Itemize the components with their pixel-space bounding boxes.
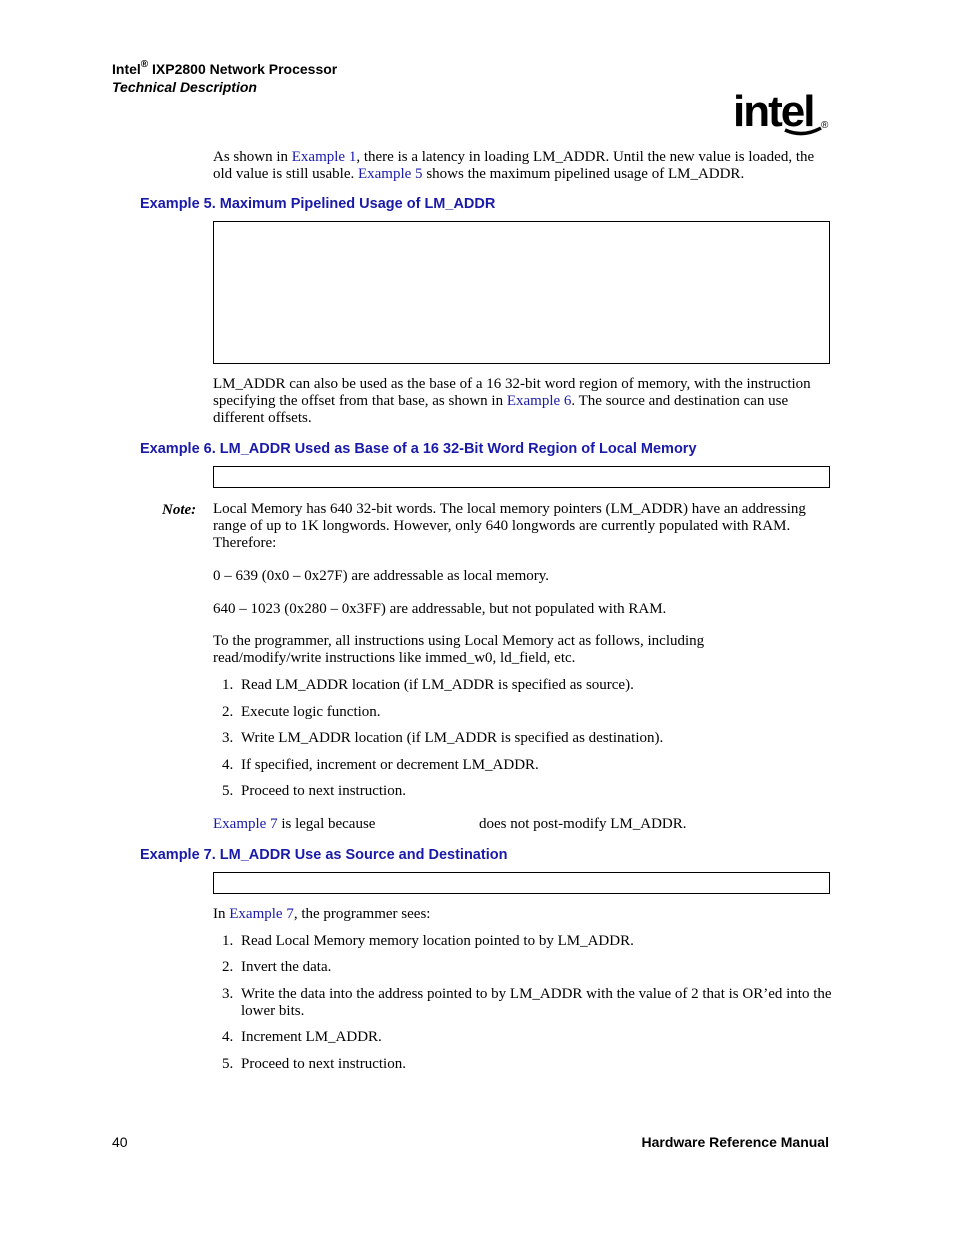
paragraph-programmer-sees: In Example 7, the programmer sees: bbox=[213, 906, 431, 922]
intel-logo bbox=[733, 86, 833, 142]
example-5-code-box bbox=[213, 221, 830, 364]
manual-title: Hardware Reference Manual bbox=[641, 1134, 829, 1150]
example-7-heading: Example 7. LM_ADDR Use as Source and Destination bbox=[140, 847, 508, 863]
list-item: 3. Write the data into the address pointed to by LM_ADDR with the value of 2 that is OR’ed into the lower bits. bbox=[222, 986, 832, 1019]
intel-logo-text: intel bbox=[733, 87, 814, 136]
paragraph-programmer: To the programmer, all instructions using Local Memory act as follows, including read/modify/write instructions like immed_w0, ld_field, etc. bbox=[213, 633, 705, 666]
intel-logo-reg: ® bbox=[821, 120, 829, 131]
example-5-heading: Example 5. Maximum Pipelined Usage of LM_ADDR bbox=[140, 196, 496, 212]
link-example-7[interactable]: Example 7 bbox=[229, 906, 294, 922]
document-title: Intel® IXP2800 Network Processor bbox=[112, 59, 338, 77]
example-6-code-box bbox=[213, 466, 830, 488]
document-subtitle: Technical Description bbox=[112, 79, 257, 95]
link-example-6[interactable]: Example 6 bbox=[506, 393, 572, 409]
link-example-7[interactable]: Example 7 bbox=[213, 816, 278, 832]
paragraph-example-7-legal: Example 7 is legal because bbox=[213, 816, 376, 832]
paragraph-latency: As shown in Example 1, there is a latency in loading LM_ADDR. Until the new value is loaded, the old value is still usable. Example 5 shows the maximum pipelined usage of LM_ADDR. bbox=[213, 149, 815, 182]
paragraph-base-region: LM_ADDR can also be used as the base of a 16 32-bit word region of memory, with the instruction specifying the offset from that base, as shown in Example 6. The source and destination can use different offsets. bbox=[213, 376, 811, 426]
example-7-code-box bbox=[213, 872, 830, 894]
page-number: 40 bbox=[112, 1134, 128, 1150]
link-example-1[interactable]: Example 1 bbox=[291, 149, 357, 165]
note-label: Note: bbox=[162, 502, 197, 518]
note-text: Local Memory has 640 32-bit words. The local memory pointers (LM_ADDR) have an addressing range of up to 1K longwords. However, only 640 longwords are currently populated with RAM. Therefore: bbox=[213, 501, 806, 551]
note-range-2: 640 – 1023 (0x280 – 0x3FF) are addressable, but not populated with RAM. bbox=[213, 601, 667, 617]
paragraph-example-7-legal-tail: does not post-modify LM_ADDR. bbox=[479, 816, 687, 832]
example-6-heading: Example 6. LM_ADDR Used as Base of a 16 32-Bit Word Region of Local Memory bbox=[140, 441, 697, 457]
link-example-5[interactable]: Example 5 bbox=[357, 166, 423, 182]
note-range-1: 0 – 639 (0x0 – 0x27F) are addressable as local memory. bbox=[213, 568, 550, 584]
